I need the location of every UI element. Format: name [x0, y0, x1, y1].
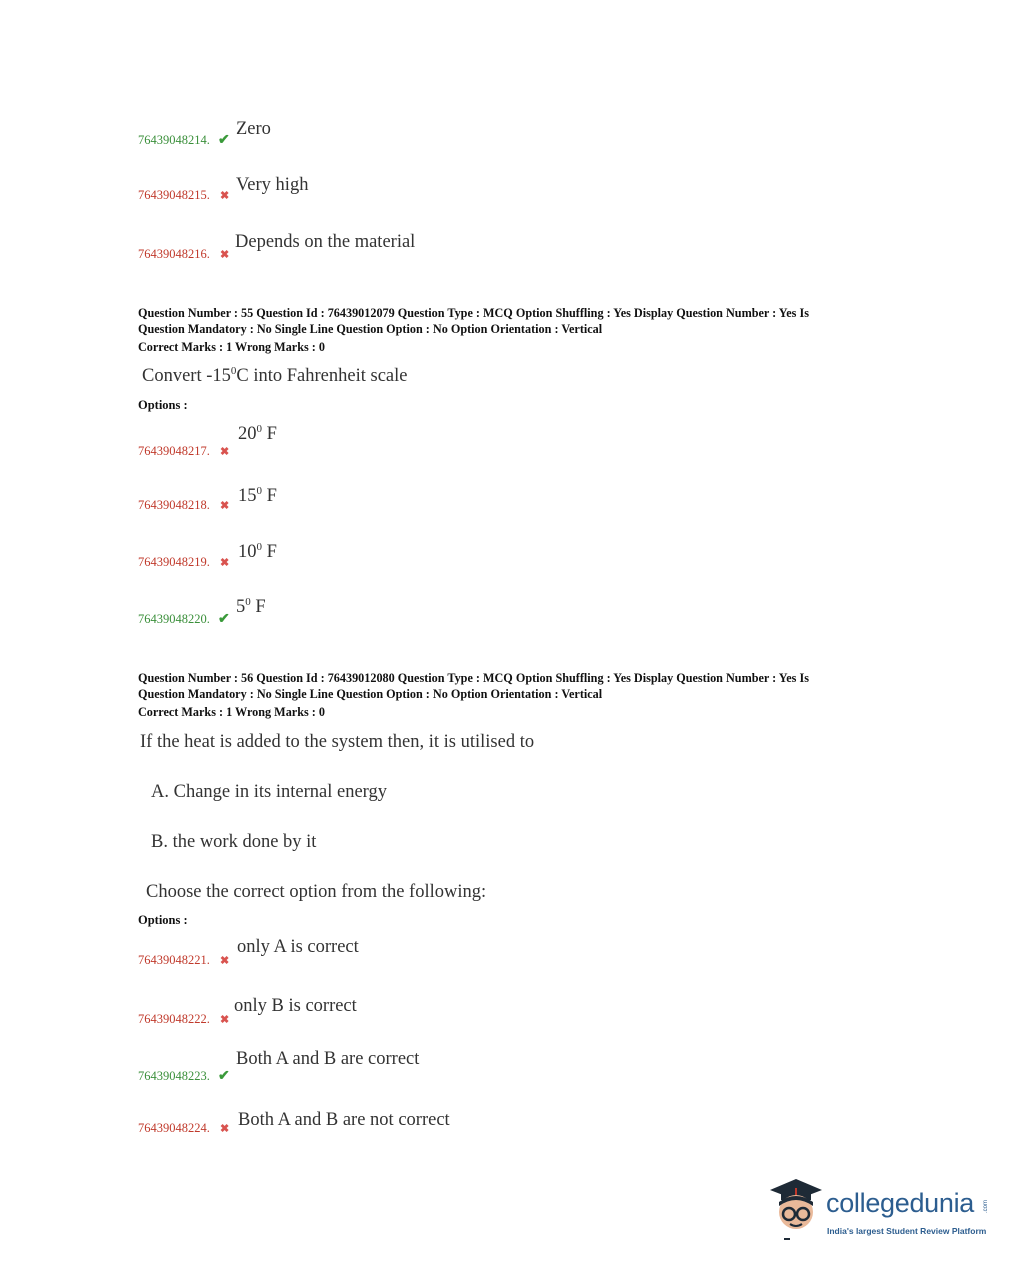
question-meta	[138, 670, 898, 720]
option-text: Zero	[236, 119, 271, 139]
cross-icon: ✖	[220, 1014, 230, 1026]
option-row	[138, 928, 838, 968]
option-row	[138, 473, 838, 513]
cross-icon: ✖	[220, 557, 230, 569]
question-text	[142, 365, 407, 387]
mascot-icon	[766, 1176, 826, 1246]
option-row	[138, 1044, 838, 1084]
option-text: Very high	[236, 175, 309, 195]
option-row	[138, 1096, 838, 1136]
options-label: Options :	[138, 913, 188, 927]
option-id: 76439048222.	[138, 1012, 210, 1026]
option-text	[238, 423, 277, 445]
option-id: 76439048219.	[138, 555, 210, 569]
meta-line: Question Number : 55 Question Id : 76439012079 Question Type : MCQ Option Shuffling : Yes Display Question Number : Yes Is	[138, 306, 809, 320]
option-id: 76439048216.	[138, 247, 210, 261]
option-unit: F	[262, 424, 277, 445]
degree-sup: 0	[256, 423, 262, 435]
option-unit: F	[262, 486, 277, 507]
option-id: 76439048218.	[138, 498, 210, 512]
check-icon: ✔	[218, 133, 230, 148]
option-text: only B is correct	[234, 996, 357, 1016]
option-row	[138, 419, 838, 459]
question-text: If the heat is added to the system then, it is utilised to	[140, 732, 535, 752]
option-row	[138, 108, 838, 148]
option-row	[138, 987, 838, 1027]
collegedunia-logo	[766, 1176, 996, 1246]
option-id: 76439048224.	[138, 1121, 210, 1135]
option-id: 76439048217.	[138, 444, 210, 458]
meta-line: Correct Marks : 1 Wrong Marks : 0	[138, 340, 325, 354]
option-id: 76439048214.	[138, 133, 210, 147]
statement-b: B. the work done by it	[151, 832, 317, 852]
question-suffix: C into Fahrenheit scale	[236, 366, 408, 387]
option-text	[236, 596, 266, 618]
cross-icon: ✖	[220, 500, 230, 512]
option-text	[238, 485, 277, 507]
brand-tagline: India's largest Student Review Platform	[827, 1226, 987, 1236]
option-text	[238, 541, 277, 563]
cross-icon: ✖	[220, 249, 230, 261]
cross-icon: ✖	[220, 190, 230, 202]
degree-sup: 0	[256, 541, 262, 553]
meta-line: Question Number : 56 Question Id : 76439012080 Question Type : MCQ Option Shuffling : Yes Display Question Number : Yes Is	[138, 671, 809, 685]
degree-sup: 0	[230, 365, 237, 377]
question-prefix: Convert -15	[142, 366, 231, 387]
brand-com: .com	[983, 1200, 989, 1214]
check-icon: ✔	[218, 1069, 230, 1084]
option-unit: F	[262, 542, 277, 563]
check-icon: ✔	[218, 612, 230, 627]
statement-a: A. Change in its internal energy	[151, 782, 387, 802]
option-value: 10	[238, 542, 257, 563]
option-id: 76439048215.	[138, 188, 210, 202]
option-text: Both A and B are not correct	[238, 1110, 450, 1130]
meta-line: Correct Marks : 1 Wrong Marks : 0	[138, 705, 325, 719]
option-text: Depends on the material	[235, 232, 416, 252]
option-id: 76439048221.	[138, 953, 210, 967]
question-meta	[138, 305, 898, 355]
option-row	[138, 222, 838, 262]
cross-icon: ✖	[220, 446, 230, 458]
option-value: 15	[238, 486, 257, 507]
option-value: 20	[238, 424, 257, 445]
meta-line: Question Mandatory : No Single Line Question Option : No Option Orientation : Vertical	[138, 687, 603, 701]
meta-line: Question Mandatory : No Single Line Question Option : No Option Orientation : Vertical	[138, 322, 603, 336]
option-unit: F	[250, 597, 266, 618]
degree-sup: 0	[245, 596, 251, 608]
degree-sup: 0	[256, 485, 262, 497]
option-id: 76439048220.	[138, 612, 210, 626]
options-label: Options :	[138, 398, 188, 412]
option-row	[138, 587, 838, 627]
option-value: 5	[236, 597, 246, 618]
option-text: only A is correct	[237, 937, 359, 957]
cross-icon: ✖	[220, 1123, 230, 1135]
option-row	[138, 163, 838, 203]
brand-name: collegedunia	[826, 1188, 975, 1218]
cross-icon: ✖	[220, 955, 230, 967]
option-row	[138, 530, 838, 570]
option-id: 76439048223.	[138, 1069, 210, 1083]
instruction-text: Choose the correct option from the following:	[146, 882, 487, 902]
option-text: Both A and B are correct	[236, 1049, 420, 1069]
